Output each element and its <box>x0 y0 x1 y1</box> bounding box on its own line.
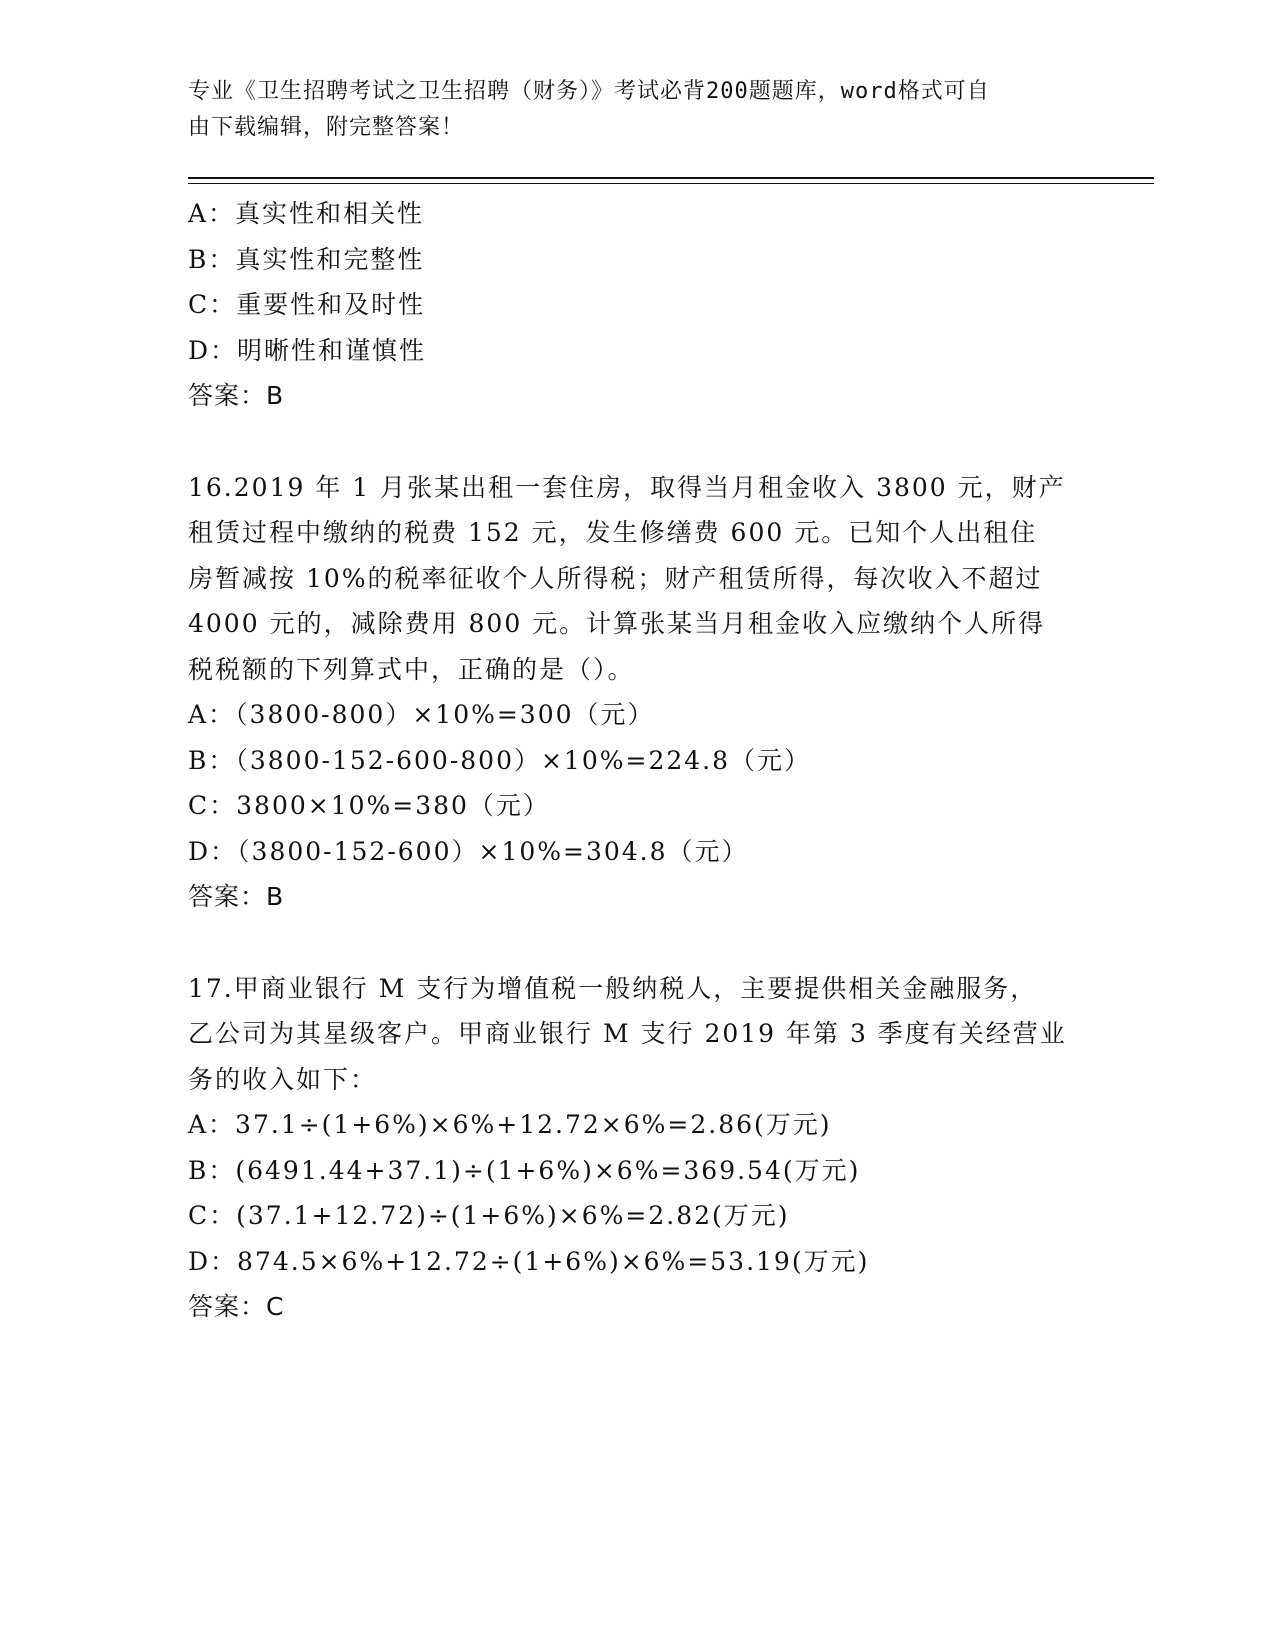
header-line-2: 由下载编辑，附完整答案！ <box>188 115 465 140</box>
option-d: D：874.5×6%+12.72÷(1+6%)×6%=53.19(万元) <box>188 1246 870 1276</box>
option-b: B：(6491.44+37.1)÷(1+6%)×6%=369.54(万元) <box>188 1155 861 1185</box>
option-a: A：（3800-800）×10%=300（元） <box>188 700 655 729</box>
document-body <box>188 191 1088 1330</box>
answer-label: 答案：B <box>188 882 285 911</box>
question-17 <box>188 966 1088 1330</box>
answer-label: 答案：C <box>188 1292 285 1321</box>
question-16 <box>188 465 1088 920</box>
question-stem-line: 17.甲商业银行 M 支行为增值税一般纳税人，主要提供相关金融服务， <box>188 973 1038 1003</box>
header-rule-thin <box>188 183 1154 184</box>
header-line-1: 专业《卫生招聘考试之卫生招聘（财务）》考试必背200题题库，word格式可自 <box>188 79 990 104</box>
option-d: D：（3800-152-600）×10%=304.8（元） <box>188 836 749 866</box>
option-a: A：37.1÷(1+6%)×6%+12.72×6%=2.86(万元) <box>188 1110 832 1139</box>
question-15 <box>188 191 1088 419</box>
option-b: B：（3800-152-600-800）×10%=224.8（元） <box>188 745 812 775</box>
option-c: C：(37.1+12.72)÷(1+6%)×6%=2.82(万元) <box>188 1201 790 1230</box>
question-stem-line: 务的收入如下： <box>188 1064 378 1094</box>
document-header <box>188 74 1068 146</box>
option-b: B：真实性和完整性 <box>188 244 425 274</box>
question-stem-line: 房暂减按 10%的税率征收个人所得税；财产租赁所得，每次收入不超过 <box>188 563 1043 593</box>
option-a: A：真实性和相关性 <box>188 199 425 228</box>
option-d: D：明晰性和谨慎性 <box>188 335 427 365</box>
question-stem-line: 租赁过程中缴纳的税费 152 元，发生修缮费 600 元。已知个人出租住 <box>188 518 1038 547</box>
answer-label: 答案：B <box>188 381 285 410</box>
header-rule-thick <box>188 177 1154 179</box>
question-stem-line: 税税额的下列算式中，正确的是（）。 <box>188 654 635 684</box>
question-spacer <box>188 419 1088 465</box>
question-spacer <box>188 920 1088 966</box>
question-stem-line: 乙公司为其星级客户。甲商业银行 M 支行 2019 年第 3 季度有关经营业 <box>188 1019 1067 1048</box>
option-c: C：重要性和及时性 <box>188 290 426 319</box>
option-c: C：3800×10%=380（元） <box>188 791 550 820</box>
question-stem-line: 4000 元的，减除费用 800 元。计算张某当月租金收入应缴纳个人所得 <box>188 609 1046 638</box>
question-stem-line: 16.2019 年 1 月张某出租一套住房，取得当月租金收入 3800 元，财产 <box>188 472 1066 502</box>
